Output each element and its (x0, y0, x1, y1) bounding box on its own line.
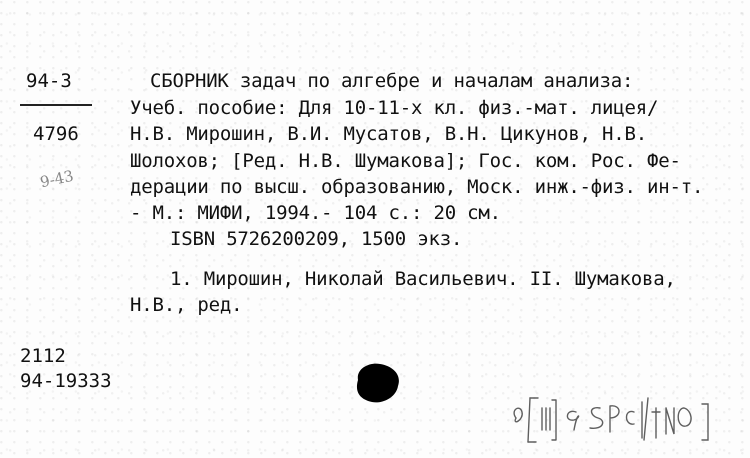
handwritten-signature-image (508, 378, 738, 448)
entry-line-3: Н.В. Мирошин, В.И. Мусатов, В.Н. Цикунов, Н.В. (130, 123, 647, 145)
entry-line-6: - М.: МИФИ, 1994.- 104 с.: 20 см. (130, 202, 501, 224)
entry-line-2: Учеб. пособие: Для 10-11-х кл. физ.-мат. лицея/ (130, 97, 659, 119)
ink-blot-image (352, 360, 404, 406)
isbn-line: ISBN 5726200209, 1500 экз. (170, 228, 463, 250)
entry-line-5: дерации по высш. образованию, Моск. инж.-физ. ин-т. (130, 176, 704, 198)
handwritten-note: 9-43 (38, 166, 76, 192)
entry-line-1: СБОРНИК задач по алгебре и началам анализа: (150, 70, 634, 92)
call-number-bottom: 4796 (33, 123, 79, 145)
tracing-line-1: 1. Мирошин, Николай Васильевич. II. Шумакова, (170, 268, 676, 290)
card-number-1: 2112 (20, 345, 66, 367)
entry-line-4: Шолохов; [Ред. Н.В. Шумакова]; Гос. ком. Рос. Фе- (130, 150, 681, 172)
call-number-divider (20, 104, 92, 106)
call-number-top: 94-3 (26, 70, 72, 92)
tracing-line-2: Н.В., ред. (130, 294, 243, 316)
card-number-2: 94-19333 (20, 370, 112, 392)
